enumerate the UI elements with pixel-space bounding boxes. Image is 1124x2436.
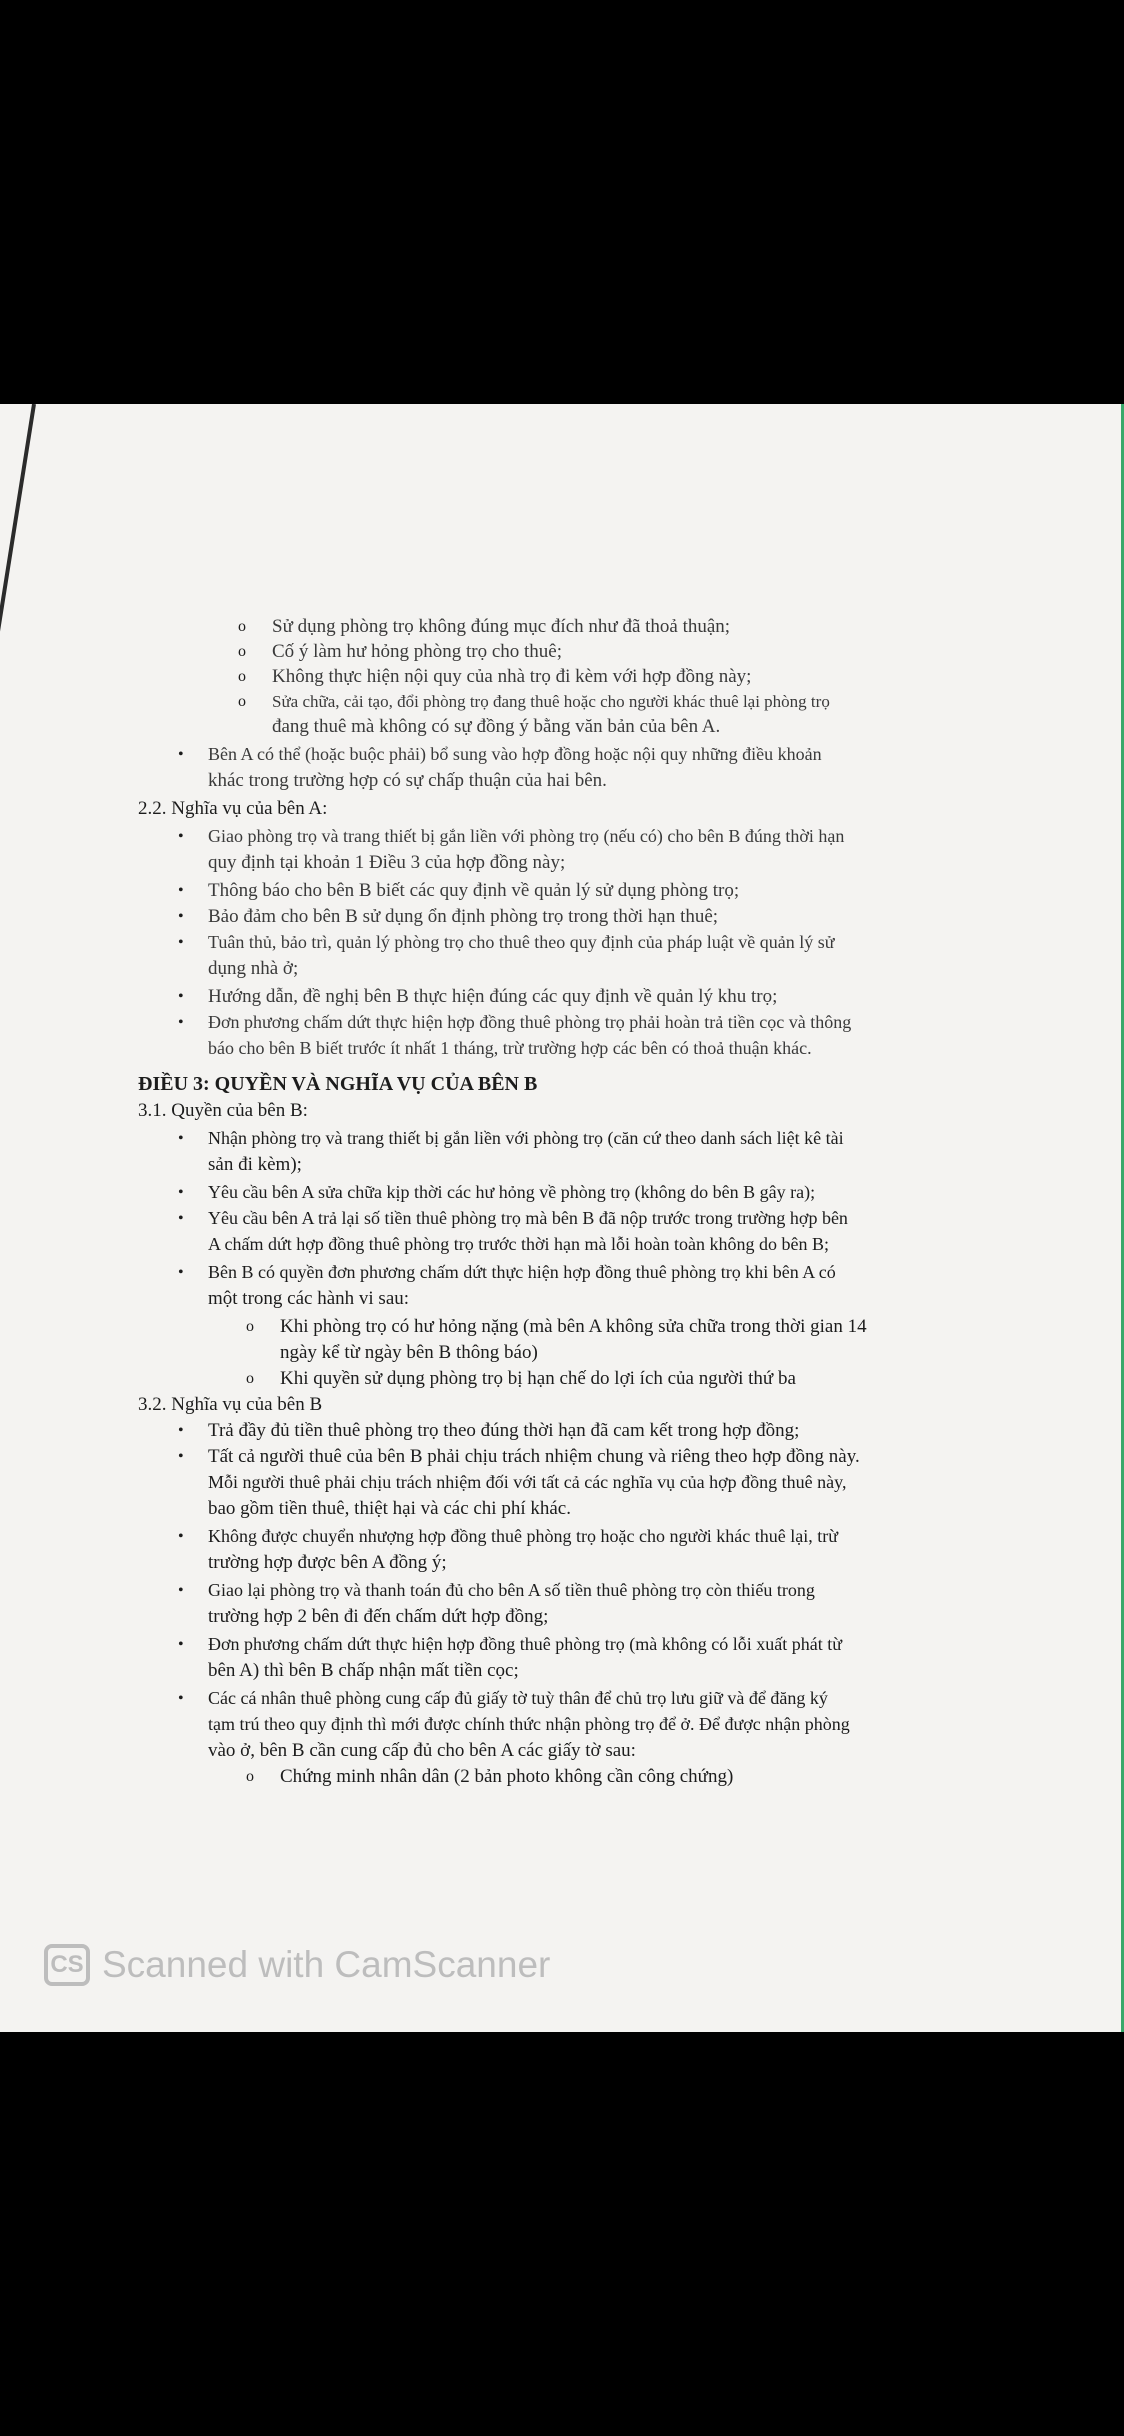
- scanned-page: [0, 404, 1124, 2032]
- bullet-dot: •: [178, 1528, 184, 1545]
- pen-mark: [0, 404, 36, 641]
- text-line: Bên B có quyền đơn phương chấm dứt thực hiện hợp đồng thuê phòng trọ khi bên A có: [208, 1262, 836, 1282]
- text-line: Giao lại phòng trọ và thanh toán đủ cho bên A số tiền thuê phòng trọ còn thiếu trong: [208, 1580, 815, 1600]
- text-line: A chấm dứt hợp đồng thuê phòng trọ trước thời hạn mà lỗi hoàn toàn không do bên B;: [208, 1234, 829, 1254]
- bullet-dot: •: [178, 1184, 184, 1201]
- bullet-dot: •: [178, 1130, 184, 1147]
- bullet-dot: •: [178, 1690, 184, 1707]
- circle-bullet: o: [238, 693, 246, 710]
- article-heading: ĐIỀU 3: QUYỀN VÀ NGHĨA VỤ CỦA BÊN B: [138, 1073, 538, 1095]
- circle-bullet: o: [238, 618, 246, 635]
- text-line: Bên A có thể (hoặc buộc phải) bổ sung vào hợp đồng hoặc nội quy những điều khoản: [208, 744, 822, 764]
- bullet-dot: •: [178, 1636, 184, 1653]
- text-line: Giao phòng trọ và trang thiết bị gắn liền với phòng trọ (nếu có) cho bên B đúng thời hạn: [208, 826, 845, 846]
- text-line: Tuân thủ, bảo trì, quản lý phòng trọ cho thuê theo quy định của pháp luật về quản lý sử: [208, 932, 835, 952]
- bullet-dot: •: [178, 1014, 184, 1031]
- text-line: khác trong trường hợp có sự chấp thuận của hai bên.: [208, 770, 607, 791]
- bullet-dot: •: [178, 1264, 184, 1281]
- text-line: Tất cả người thuê của bên B phải chịu trách nhiệm chung và riêng theo hợp đồng này.: [208, 1446, 860, 1467]
- text-line: Yêu cầu bên A sửa chữa kịp thời các hư hỏng về phòng trọ (không do bên B gây ra);: [208, 1182, 816, 1202]
- text-line: trường hợp được bên A đồng ý;: [208, 1552, 447, 1573]
- text-line: Các cá nhân thuê phòng cung cấp đủ giấy tờ tuỳ thân để chủ trọ lưu giữ và để đăng ký: [208, 1688, 828, 1708]
- text-line: sản đi kèm);: [208, 1154, 302, 1175]
- text-line: Thông báo cho bên B biết các quy định về quản lý sử dụng phòng trọ;: [208, 880, 740, 901]
- bullet-dot: •: [178, 746, 184, 763]
- text-line: ngày kể từ ngày bên B thông báo): [280, 1342, 538, 1363]
- camscanner-logo: CS: [44, 1944, 90, 1986]
- text-line: Sử dụng phòng trọ không đúng mục đích như đã thoả thuận;: [272, 616, 731, 637]
- watermark-text: Scanned with CamScanner: [102, 1944, 551, 1985]
- text-line: Khi phòng trọ có hư hỏng nặng (mà bên A không sửa chữa trong thời gian 14: [280, 1316, 867, 1337]
- bullet-dot: •: [178, 1448, 184, 1465]
- bullet-dot: •: [178, 1210, 184, 1227]
- text-line: Không được chuyển nhượng hợp đồng thuê phòng trọ hoặc cho người khác thuê lại, trừ: [208, 1526, 838, 1546]
- text-line: Trả đầy đủ tiền thuê phòng trọ theo đúng thời hạn đã cam kết trong hợp đồng;: [208, 1420, 800, 1441]
- circle-bullet: o: [238, 643, 246, 660]
- text-line: Đơn phương chấm dứt thực hiện hợp đồng thuê phòng trọ (mà không có lỗi xuất phát từ: [208, 1634, 842, 1654]
- text-line: Khi quyền sử dụng phòng trọ bị hạn chế do lợi ích của người thứ ba: [280, 1368, 796, 1389]
- text-line: tạm trú theo quy định thì mới được chính thức nhận phòng trọ để ở. Để được nhận phòng: [208, 1714, 850, 1734]
- text-line: báo cho bên B biết trước ít nhất 1 tháng, trừ trường hợp các bên có thoả thuận khác.: [208, 1038, 812, 1058]
- text-line: Hướng dẫn, đề nghị bên B thực hiện đúng các quy định về quản lý khu trọ;: [208, 986, 778, 1007]
- circle-bullet: o: [246, 1370, 254, 1387]
- text-line: Đơn phương chấm dứt thực hiện hợp đồng thuê phòng trọ phải hoàn trả tiền cọc và thông: [208, 1012, 852, 1032]
- text-line: Yêu cầu bên A trả lại số tiền thuê phòng trọ mà bên B đã nộp trước trong trường hợp bên: [208, 1208, 848, 1228]
- text-line: Nhận phòng trọ và trang thiết bị gắn liền với phòng trọ (căn cứ theo danh sách liệt kê tài: [208, 1128, 844, 1148]
- text-line: bên A) thì bên B chấp nhận mất tiền cọc;: [208, 1660, 519, 1681]
- text-line: một trong các hành vi sau:: [208, 1288, 410, 1309]
- bullet-dot: •: [178, 988, 184, 1005]
- bullet-dot: •: [178, 934, 184, 951]
- section-heading: 2.2. Nghĩa vụ của bên A:: [138, 798, 328, 819]
- bullet-dot: •: [178, 828, 184, 845]
- text-line: Không thực hiện nội quy của nhà trọ đi kèm với hợp đồng này;: [272, 666, 752, 687]
- circle-bullet: o: [238, 668, 246, 685]
- text-line: bao gồm tiền thuê, thiệt hại và các chi phí khác.: [208, 1498, 571, 1519]
- circle-bullet: o: [246, 1318, 254, 1335]
- circle-bullet: o: [246, 1768, 254, 1785]
- section-heading: 3.1. Quyền của bên B:: [138, 1100, 308, 1121]
- bullet-dot: •: [178, 1422, 184, 1439]
- text-line: dụng nhà ở;: [208, 958, 299, 979]
- text-line: Sửa chữa, cải tạo, đổi phòng trọ đang thuê hoặc cho người khác thuê lại phòng trọ: [272, 692, 830, 711]
- camscanner-watermark: [44, 1941, 550, 1989]
- section-heading: 3.2. Nghĩa vụ của bên B: [138, 1394, 323, 1415]
- bullet-dot: •: [178, 908, 184, 925]
- text-line: vào ở, bên B cần cung cấp đủ cho bên A các giấy tờ sau:: [208, 1740, 636, 1761]
- text-line: Cố ý làm hư hỏng phòng trọ cho thuê;: [272, 641, 562, 662]
- text-line: Chứng minh nhân dân (2 bản photo không cần công chứng): [280, 1766, 734, 1787]
- text-line: đang thuê mà không có sự đồng ý bằng văn bản của bên A.: [272, 716, 721, 737]
- text-line: quy định tại khoản 1 Điều 3 của hợp đồng này;: [208, 852, 566, 873]
- text-line: Mỗi người thuê phải chịu trách nhiệm đối với tất cả các nghĩa vụ của hợp đồng thuê này,: [208, 1472, 847, 1492]
- text-line: trường hợp 2 bên đi đến chấm dứt hợp đồng;: [208, 1606, 549, 1627]
- bullet-dot: •: [178, 882, 184, 899]
- text-line: Bảo đảm cho bên B sử dụng ổn định phòng trọ trong thời hạn thuê;: [208, 906, 719, 927]
- bullet-dot: •: [178, 1582, 184, 1599]
